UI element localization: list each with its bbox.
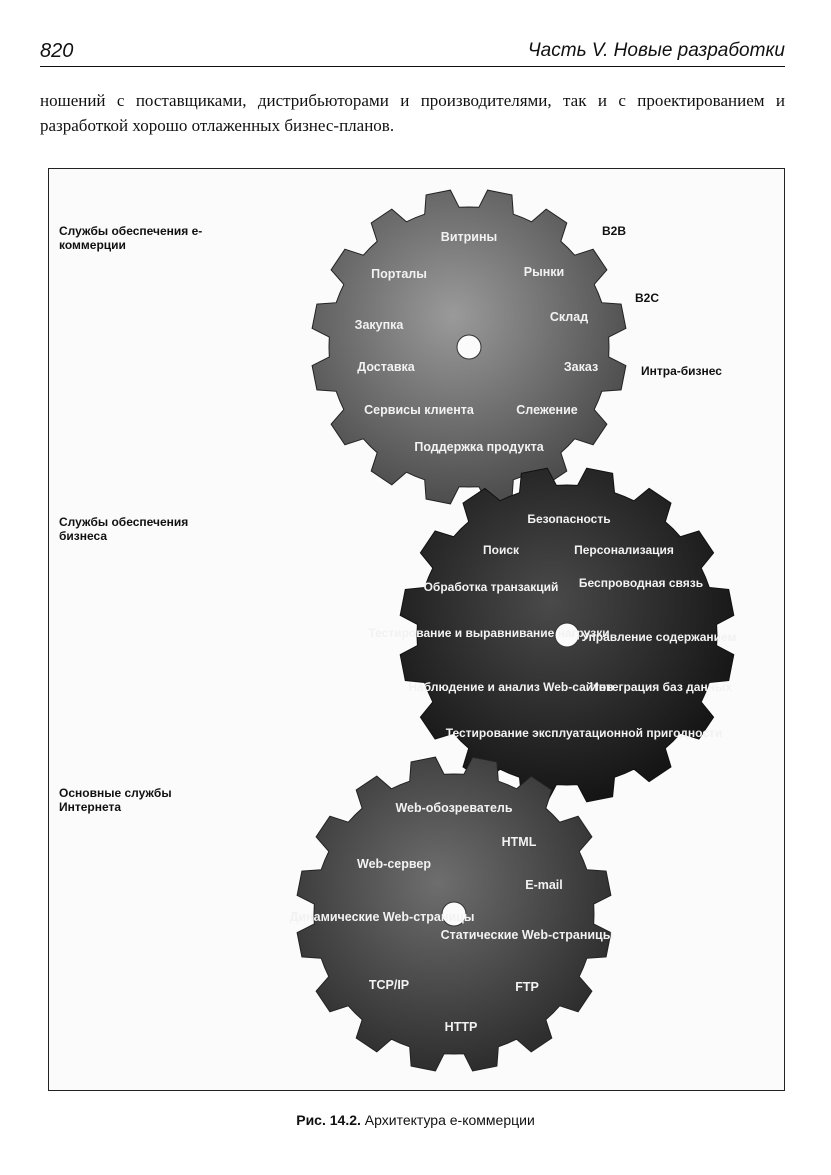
header-rule (40, 66, 785, 67)
gear-ecommerce-hub (457, 335, 481, 359)
gear-item: Управление содержанием (581, 630, 737, 644)
gear-item: Динамические Web-страницы (289, 910, 475, 924)
gear-item: Слежение (516, 403, 578, 417)
running-head: Часть V. Новые разработки (527, 40, 785, 61)
side-label-b2c: B2C (635, 291, 660, 305)
body-paragraph: ношений с поставщиками, дистрибьюторами и производителями, так и с проектированием и разработкой хорошо отлаженных бизнес-планов. (40, 91, 785, 135)
gear-item: Порталы (371, 267, 427, 281)
gear-item: E-mail (525, 878, 563, 892)
gear-item: Тестирование и выравнивание нагрузки (368, 626, 610, 640)
gear-item: Web-сервер (357, 857, 431, 871)
layer-label-business: Службы обеспечения бизнеса (59, 515, 189, 543)
gear-item: Доставка (357, 360, 415, 374)
page-number: 820 (40, 40, 74, 62)
layer-label-ecommerce: Службы обеспечения е-коммерции (59, 224, 203, 252)
gear-item: FTP (515, 980, 539, 994)
gear-business (368, 468, 736, 802)
gear-item: Заказ (563, 360, 599, 374)
gear-item: Витрины (440, 230, 498, 244)
gear-ecommerce (312, 190, 626, 504)
caption-number: Рис. 14.2. (296, 1112, 361, 1128)
gear-item: HTTP (444, 1020, 478, 1034)
gear-item: Поиск (482, 543, 520, 557)
gear-item: Статические Web-страницы (440, 928, 614, 942)
gear-item: Сервисы клиента (364, 403, 474, 417)
gear-item: Обработка транзакций (423, 580, 559, 594)
gear-item: Безопасность (527, 512, 611, 526)
caption-text: Архитектура е-коммерции (364, 1112, 535, 1128)
gear-diagram (49, 169, 784, 1090)
gear-item: Поддержка продукта (414, 440, 544, 454)
gear-item: Рынки (523, 265, 565, 279)
gear-item: Интеграция баз данных (590, 680, 732, 694)
gear-item: Web-обозреватель (395, 801, 513, 815)
gear-item: Склад (549, 310, 589, 324)
gear-item: HTML (501, 835, 537, 849)
figure-caption (0, 1112, 831, 1128)
gear-item: Беспроводная связь (578, 576, 704, 590)
gear-item: Персонализация (574, 543, 674, 557)
layer-label-internet: Основные службы Интернета (59, 786, 172, 814)
gear-internet (290, 757, 614, 1071)
gear-item: TCP/IP (368, 978, 410, 992)
figure-frame (48, 168, 785, 1091)
side-label-b2b: B2B (602, 224, 627, 238)
side-label-intra-business: Интра-бизнес (641, 364, 722, 378)
gear-item: Наблюдение и анализ Web-сайтов (408, 680, 614, 694)
gear-item: Закупка (354, 318, 404, 332)
gear-item: Тестирование эксплуатационной пригодности (445, 726, 723, 740)
